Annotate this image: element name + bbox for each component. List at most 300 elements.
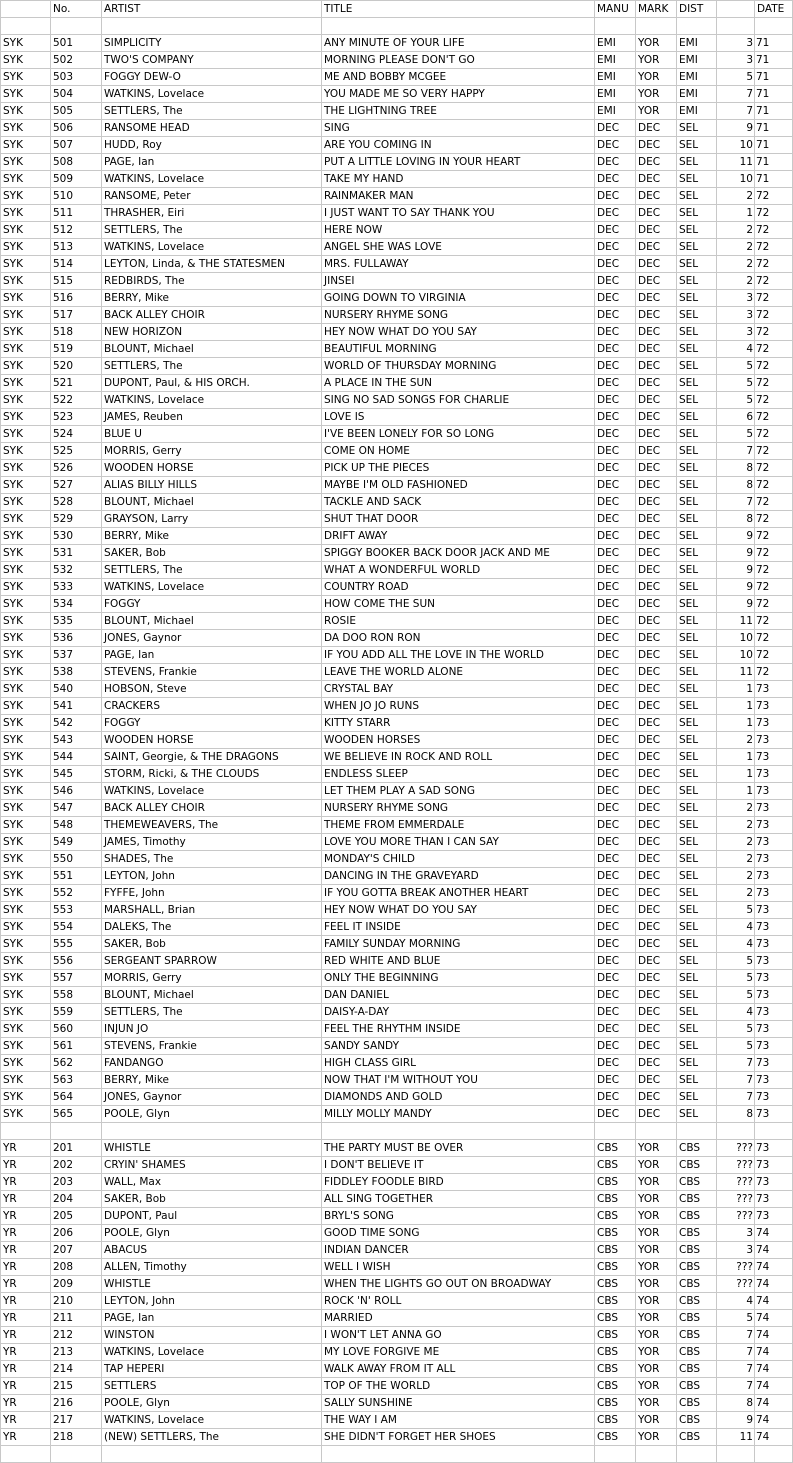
manu-cell: DEC [595, 341, 636, 358]
number-cell: 519 [51, 341, 102, 358]
prefix-cell: SYK [1, 766, 51, 783]
dist-cell: CBS [677, 1310, 717, 1327]
dist-cell: SEL [677, 953, 717, 970]
month-cell: 7 [717, 103, 755, 120]
prefix-cell: SYK [1, 1089, 51, 1106]
dist-cell: SEL [677, 800, 717, 817]
mark-cell: DEC [636, 732, 677, 749]
prefix-cell: SYK [1, 936, 51, 953]
title-cell: KITTY STARR [322, 715, 595, 732]
dist-cell: EMI [677, 103, 717, 120]
date-cell: 72 [755, 443, 793, 460]
title-cell: WHAT A WONDERFUL WORLD [322, 562, 595, 579]
mark-cell: DEC [636, 749, 677, 766]
artist-cell: RANSOME HEAD [102, 120, 322, 137]
prefix-cell: YR [1, 1259, 51, 1276]
mark-cell: DEC [636, 392, 677, 409]
mark-cell: DEC [636, 851, 677, 868]
prefix-cell: SYK [1, 86, 51, 103]
table-row [1, 1310, 793, 1327]
artist-cell: ALIAS BILLY HILLS [102, 477, 322, 494]
month-cell: 3 [717, 307, 755, 324]
title-cell: MILLY MOLLY MANDY [322, 1106, 595, 1123]
artist-cell: FOGGY [102, 596, 322, 613]
number-cell: 551 [51, 868, 102, 885]
dist-cell: CBS [677, 1327, 717, 1344]
title-cell: RAINMAKER MAN [322, 188, 595, 205]
manu-cell: CBS [595, 1378, 636, 1395]
number-cell: 528 [51, 494, 102, 511]
number-cell: 212 [51, 1327, 102, 1344]
number-cell: 548 [51, 817, 102, 834]
mark-cell: YOR [636, 69, 677, 86]
table-row [1, 715, 793, 732]
number-cell: 508 [51, 154, 102, 171]
table-row [1, 324, 793, 341]
month-cell: 9 [717, 120, 755, 137]
table-row [1, 1361, 793, 1378]
month-cell: 5 [717, 1038, 755, 1055]
prefix-cell: YR [1, 1361, 51, 1378]
mark-cell: DEC [636, 324, 677, 341]
blank-row [1, 18, 793, 35]
dist-cell: SEL [677, 1021, 717, 1038]
title-cell: TOP OF THE WORLD [322, 1378, 595, 1395]
date-cell: 73 [755, 766, 793, 783]
date-cell: 72 [755, 358, 793, 375]
prefix-cell: SYK [1, 239, 51, 256]
mark-cell: DEC [636, 426, 677, 443]
artist-cell: SERGEANT SPARROW [102, 953, 322, 970]
mark-cell: DEC [636, 936, 677, 953]
mark-cell: DEC [636, 817, 677, 834]
mark-cell: DEC [636, 1106, 677, 1123]
prefix-cell [1, 1123, 51, 1140]
artist-cell: (NEW) SETTLERS, The [102, 1429, 322, 1446]
prefix-cell: SYK [1, 171, 51, 188]
artist-cell: BACK ALLEY CHOIR [102, 307, 322, 324]
manu-cell: DEC [595, 392, 636, 409]
manu-cell: DEC [595, 154, 636, 171]
month-cell: 2 [717, 256, 755, 273]
artist-cell: BLOUNT, Michael [102, 987, 322, 1004]
dist-cell: SEL [677, 324, 717, 341]
month-cell: 5 [717, 970, 755, 987]
number-cell: 534 [51, 596, 102, 613]
title-cell: WHEN JO JO RUNS [322, 698, 595, 715]
dist-cell: SEL [677, 987, 717, 1004]
manu-cell: DEC [595, 120, 636, 137]
manu-cell: CBS [595, 1344, 636, 1361]
artist-cell: BLUE U [102, 426, 322, 443]
number-cell: 562 [51, 1055, 102, 1072]
date-cell: 71 [755, 137, 793, 154]
month-cell: 7 [717, 1378, 755, 1395]
prefix-cell: SYK [1, 120, 51, 137]
mark-cell: DEC [636, 698, 677, 715]
dist-cell: CBS [677, 1157, 717, 1174]
prefix-cell: SYK [1, 103, 51, 120]
manu-cell: DEC [595, 749, 636, 766]
artist-cell: BERRY, Mike [102, 528, 322, 545]
table-row [1, 1208, 793, 1225]
month-cell [717, 1123, 755, 1140]
month-cell: 7 [717, 86, 755, 103]
title-cell: RED WHITE AND BLUE [322, 953, 595, 970]
table-row [1, 1259, 793, 1276]
number-cell: 202 [51, 1157, 102, 1174]
dist-cell: SEL [677, 970, 717, 987]
manu-cell: DEC [595, 477, 636, 494]
manu-cell: CBS [595, 1259, 636, 1276]
date-cell: 74 [755, 1429, 793, 1446]
manu-cell [595, 18, 636, 35]
mark-cell: DEC [636, 154, 677, 171]
number-cell: 524 [51, 426, 102, 443]
artist-cell: INJUN JO [102, 1021, 322, 1038]
table-row [1, 1225, 793, 1242]
number-cell: 521 [51, 375, 102, 392]
prefix-cell: SYK [1, 919, 51, 936]
header-date: DATE [755, 1, 793, 18]
title-cell: THE PARTY MUST BE OVER [322, 1140, 595, 1157]
mark-cell: DEC [636, 545, 677, 562]
number-cell: 563 [51, 1072, 102, 1089]
title-cell: ANGEL SHE WAS LOVE [322, 239, 595, 256]
prefix-cell: YR [1, 1344, 51, 1361]
month-cell: ??? [717, 1157, 755, 1174]
mark-cell: DEC [636, 1021, 677, 1038]
artist-cell: WATKINS, Lovelace [102, 239, 322, 256]
manu-cell: CBS [595, 1174, 636, 1191]
manu-cell: CBS [595, 1140, 636, 1157]
dist-cell: SEL [677, 1055, 717, 1072]
artist-cell: SETTLERS, The [102, 562, 322, 579]
month-cell: 7 [717, 443, 755, 460]
table-row [1, 936, 793, 953]
mark-cell: DEC [636, 358, 677, 375]
title-cell: WORLD OF THURSDAY MORNING [322, 358, 595, 375]
number-cell: 525 [51, 443, 102, 460]
month-cell: 9 [717, 596, 755, 613]
mark-cell: DEC [636, 205, 677, 222]
mark-cell: YOR [636, 1242, 677, 1259]
artist-cell: FOGGY DEW-O [102, 69, 322, 86]
number-cell: 214 [51, 1361, 102, 1378]
mark-cell: DEC [636, 511, 677, 528]
title-cell: FEEL THE RHYTHM INSIDE [322, 1021, 595, 1038]
date-cell: 74 [755, 1225, 793, 1242]
artist-cell: POOLE, Glyn [102, 1395, 322, 1412]
title-cell: THEME FROM EMMERDALE [322, 817, 595, 834]
title-cell: HOW COME THE SUN [322, 596, 595, 613]
mark-cell: DEC [636, 715, 677, 732]
dist-cell: CBS [677, 1429, 717, 1446]
month-cell: 4 [717, 936, 755, 953]
dist-cell: CBS [677, 1208, 717, 1225]
prefix-cell: SYK [1, 1021, 51, 1038]
table-row [1, 630, 793, 647]
date-cell: 73 [755, 885, 793, 902]
month-cell: 11 [717, 1429, 755, 1446]
dist-cell: SEL [677, 579, 717, 596]
title-cell: ALL SING TOGETHER [322, 1191, 595, 1208]
title-cell: SHUT THAT DOOR [322, 511, 595, 528]
prefix-cell: SYK [1, 698, 51, 715]
table-row [1, 409, 793, 426]
number-cell: 520 [51, 358, 102, 375]
mark-cell: DEC [636, 341, 677, 358]
number-cell: 211 [51, 1310, 102, 1327]
date-cell: 72 [755, 613, 793, 630]
prefix-cell: SYK [1, 511, 51, 528]
mark-cell: YOR [636, 1259, 677, 1276]
dist-cell [677, 1123, 717, 1140]
prefix-cell: SYK [1, 290, 51, 307]
title-cell: LOVE YOU MORE THAN I CAN SAY [322, 834, 595, 851]
month-cell: 2 [717, 188, 755, 205]
date-cell: 74 [755, 1378, 793, 1395]
table-row [1, 1242, 793, 1259]
mark-cell: YOR [636, 1378, 677, 1395]
artist-cell: JAMES, Reuben [102, 409, 322, 426]
month-cell [717, 1446, 755, 1463]
date-cell: 73 [755, 868, 793, 885]
month-cell: 6 [717, 409, 755, 426]
dist-cell: SEL [677, 137, 717, 154]
prefix-cell: SYK [1, 273, 51, 290]
month-cell: 2 [717, 851, 755, 868]
artist-cell: WOODEN HORSE [102, 460, 322, 477]
date-cell: 73 [755, 1021, 793, 1038]
dist-cell: SEL [677, 358, 717, 375]
date-cell [755, 1446, 793, 1463]
artist-cell: WATKINS, Lovelace [102, 1412, 322, 1429]
artist-cell: SAKER, Bob [102, 936, 322, 953]
month-cell: 3 [717, 324, 755, 341]
manu-cell: DEC [595, 1089, 636, 1106]
artist-cell: SETTLERS, The [102, 103, 322, 120]
dist-cell: CBS [677, 1361, 717, 1378]
prefix-cell: SYK [1, 188, 51, 205]
mark-cell: DEC [636, 987, 677, 1004]
number-cell: 501 [51, 35, 102, 52]
date-cell: 72 [755, 460, 793, 477]
number-cell: 544 [51, 749, 102, 766]
date-cell: 72 [755, 579, 793, 596]
prefix-cell: SYK [1, 715, 51, 732]
manu-cell: DEC [595, 443, 636, 460]
artist-cell: CRACKERS [102, 698, 322, 715]
title-cell: I JUST WANT TO SAY THANK YOU [322, 205, 595, 222]
dist-cell: SEL [677, 834, 717, 851]
mark-cell [636, 1123, 677, 1140]
month-cell: 1 [717, 205, 755, 222]
number-cell: 552 [51, 885, 102, 902]
dist-cell: SEL [677, 273, 717, 290]
month-cell: 5 [717, 987, 755, 1004]
month-cell: 9 [717, 528, 755, 545]
mark-cell: DEC [636, 596, 677, 613]
title-cell: ME AND BOBBY MCGEE [322, 69, 595, 86]
mark-cell: DEC [636, 375, 677, 392]
prefix-cell: SYK [1, 647, 51, 664]
table-row [1, 1106, 793, 1123]
month-cell: 2 [717, 868, 755, 885]
title-cell: ROSIE [322, 613, 595, 630]
date-cell: 73 [755, 1038, 793, 1055]
manu-cell: DEC [595, 919, 636, 936]
table-row [1, 613, 793, 630]
number-cell: 564 [51, 1089, 102, 1106]
table-row [1, 817, 793, 834]
date-cell: 73 [755, 970, 793, 987]
date-cell: 73 [755, 919, 793, 936]
dist-cell: SEL [677, 1038, 717, 1055]
mark-cell: DEC [636, 681, 677, 698]
dist-cell: SEL [677, 426, 717, 443]
month-cell: 9 [717, 545, 755, 562]
header-number: No. [51, 1, 102, 18]
month-cell: 2 [717, 834, 755, 851]
prefix-cell: SYK [1, 375, 51, 392]
title-cell: WELL I WISH [322, 1259, 595, 1276]
date-cell: 72 [755, 256, 793, 273]
month-cell: 4 [717, 1004, 755, 1021]
mark-cell: DEC [636, 970, 677, 987]
number-cell: 515 [51, 273, 102, 290]
artist-cell: DALEKS, The [102, 919, 322, 936]
month-cell: 9 [717, 579, 755, 596]
mark-cell: DEC [636, 528, 677, 545]
mark-cell: DEC [636, 137, 677, 154]
header-month [717, 1, 755, 18]
date-cell: 71 [755, 154, 793, 171]
number-cell: 518 [51, 324, 102, 341]
dist-cell: EMI [677, 35, 717, 52]
number-cell: 558 [51, 987, 102, 1004]
blank-row [1, 1446, 793, 1463]
month-cell: 1 [717, 783, 755, 800]
artist-cell: FOGGY [102, 715, 322, 732]
month-cell: 11 [717, 154, 755, 171]
date-cell: 73 [755, 698, 793, 715]
date-cell: 74 [755, 1395, 793, 1412]
table-row [1, 1412, 793, 1429]
mark-cell: DEC [636, 919, 677, 936]
mark-cell: YOR [636, 1191, 677, 1208]
manu-cell: EMI [595, 52, 636, 69]
artist-cell: BLOUNT, Michael [102, 341, 322, 358]
dist-cell: SEL [677, 341, 717, 358]
month-cell: 7 [717, 1089, 755, 1106]
number-cell: 201 [51, 1140, 102, 1157]
dist-cell: CBS [677, 1225, 717, 1242]
manu-cell: CBS [595, 1225, 636, 1242]
table-row [1, 766, 793, 783]
manu-cell: DEC [595, 783, 636, 800]
manu-cell: DEC [595, 171, 636, 188]
table-row [1, 885, 793, 902]
date-cell: 73 [755, 834, 793, 851]
artist-cell: SETTLERS, The [102, 222, 322, 239]
month-cell: 2 [717, 732, 755, 749]
title-cell: THE LIGHTNING TREE [322, 103, 595, 120]
table-row [1, 1055, 793, 1072]
table-row [1, 103, 793, 120]
artist-cell: SAKER, Bob [102, 1191, 322, 1208]
dist-cell: SEL [677, 239, 717, 256]
artist-cell: MARSHALL, Brian [102, 902, 322, 919]
prefix-cell: SYK [1, 426, 51, 443]
number-cell: 536 [51, 630, 102, 647]
table-row [1, 970, 793, 987]
mark-cell: DEC [636, 477, 677, 494]
month-cell: ??? [717, 1174, 755, 1191]
prefix-cell: SYK [1, 443, 51, 460]
title-cell: NURSERY RHYME SONG [322, 800, 595, 817]
artist-cell: SETTLERS, The [102, 1004, 322, 1021]
manu-cell: DEC [595, 681, 636, 698]
prefix-cell: YR [1, 1378, 51, 1395]
month-cell: ??? [717, 1276, 755, 1293]
date-cell: 72 [755, 664, 793, 681]
mark-cell: YOR [636, 1327, 677, 1344]
manu-cell: DEC [595, 715, 636, 732]
date-cell: 73 [755, 1089, 793, 1106]
mark-cell: DEC [636, 1089, 677, 1106]
month-cell: 7 [717, 494, 755, 511]
dist-cell: SEL [677, 222, 717, 239]
manu-cell: DEC [595, 273, 636, 290]
number-cell: 215 [51, 1378, 102, 1395]
title-cell: SING NO SAD SONGS FOR CHARLIE [322, 392, 595, 409]
title-cell: HEY NOW WHAT DO YOU SAY [322, 902, 595, 919]
dist-cell: CBS [677, 1276, 717, 1293]
table-row [1, 341, 793, 358]
title-cell: HERE NOW [322, 222, 595, 239]
artist-cell: WATKINS, Lovelace [102, 171, 322, 188]
title-cell: PICK UP THE PIECES [322, 460, 595, 477]
title-cell: LEAVE THE WORLD ALONE [322, 664, 595, 681]
manu-cell: CBS [595, 1310, 636, 1327]
prefix-cell: SYK [1, 52, 51, 69]
table-row [1, 1089, 793, 1106]
date-cell: 72 [755, 290, 793, 307]
title-cell: BEAUTIFUL MORNING [322, 341, 595, 358]
month-cell: 1 [717, 681, 755, 698]
title-cell: MY LOVE FORGIVE ME [322, 1344, 595, 1361]
date-cell: 73 [755, 783, 793, 800]
date-cell: 72 [755, 426, 793, 443]
table-row [1, 222, 793, 239]
number-cell: 213 [51, 1344, 102, 1361]
manu-cell: DEC [595, 579, 636, 596]
month-cell [717, 18, 755, 35]
table-row [1, 35, 793, 52]
title-cell: CRYSTAL BAY [322, 681, 595, 698]
dist-cell: SEL [677, 766, 717, 783]
manu-cell: DEC [595, 647, 636, 664]
prefix-cell: SYK [1, 579, 51, 596]
table-row [1, 443, 793, 460]
manu-cell: DEC [595, 137, 636, 154]
title-cell: COME ON HOME [322, 443, 595, 460]
manu-cell: DEC [595, 613, 636, 630]
title-cell: ONLY THE BEGINNING [322, 970, 595, 987]
date-cell: 73 [755, 817, 793, 834]
dist-cell: SEL [677, 936, 717, 953]
